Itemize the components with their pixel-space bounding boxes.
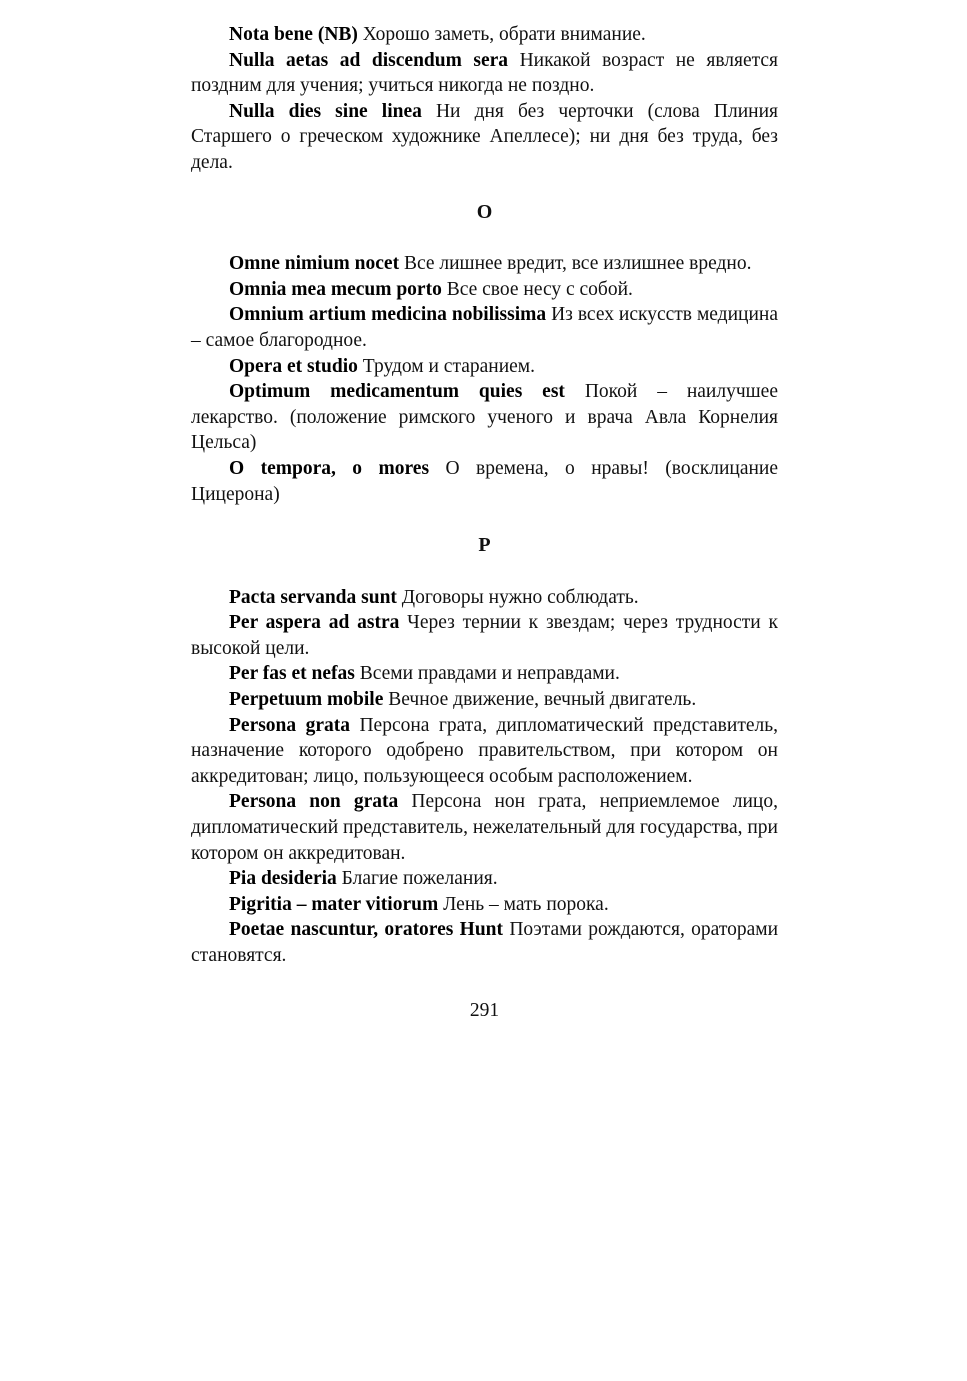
dictionary-entry	[191, 661, 778, 687]
entry-definition: Все свое несу с собой.	[446, 278, 633, 300]
entry-term: Opera et studio	[229, 355, 358, 377]
dictionary-entry	[191, 713, 778, 790]
dictionary-entry	[191, 302, 778, 353]
dictionary-entry	[191, 892, 778, 918]
entry-term: Nulla aetas ad discendum sera	[229, 49, 509, 71]
section-p	[191, 585, 778, 969]
dictionary-entry	[191, 99, 778, 176]
entry-term: Omnium artium medicina nobilissima	[229, 304, 547, 326]
entry-definition: Поэтами рождаются, ораторами становятся.	[191, 919, 779, 966]
entry-term: Poetae nascuntur, oratores Hunt	[229, 919, 504, 941]
dictionary-entry	[191, 789, 778, 866]
dictionary-entry	[191, 456, 778, 507]
dictionary-entry	[191, 379, 778, 456]
dictionary-entry	[191, 866, 778, 892]
dictionary-entry	[191, 354, 778, 380]
entry-term: Omne nimium nocet	[229, 253, 400, 275]
entry-definition: Лень – мать порока.	[443, 893, 609, 915]
entry-term: Per aspera ad astra	[229, 612, 400, 634]
entry-term: Pigritia – mater vitiorum	[229, 893, 439, 915]
entry-definition: Из всех искусств медицина – самое благородное.	[191, 304, 778, 351]
entry-term: O tempora, o mores	[229, 457, 430, 479]
dictionary-entry	[191, 48, 778, 99]
entry-term: Perpetuum mobile	[229, 689, 384, 711]
dictionary-entry	[191, 22, 778, 48]
entry-term: Nota bene (NB)	[229, 24, 358, 45]
entry-definition: Всеми правдами и неправдами.	[359, 663, 620, 685]
entry-definition: Никакой возраст не является поздним для учения; учиться никогда не поздно.	[191, 49, 779, 97]
entry-definition: Персона нон грата, неприемлемое лицо, дипломатический представитель, нежелательный для государства, при котором он аккредитован.	[191, 791, 778, 864]
entry-definition: Через тернии к звездам; через трудности к высокой цели.	[191, 612, 778, 659]
entry-definition: Ни дня без черточки (слова Плиния Старшего о греческом художнике Апеллесе); ни дня без труда, без дела.	[191, 100, 778, 173]
entry-definition: Персона грата, дипломатический представитель, назначение которого одобрено правительством, при котором он аккредитован; лицо, пользующееся особым расположением.	[191, 714, 779, 787]
dictionary-entry	[191, 610, 778, 661]
entry-definition: Вечное движение, вечный двигатель.	[388, 689, 697, 711]
entry-definition: Трудом и старанием.	[362, 355, 536, 377]
entry-term: Nulla dies sine linea	[229, 100, 422, 122]
entry-definition: Покой – наилучшее лекарство. (положение римского ученого и врача Авла Корнелия Цельса)	[191, 381, 778, 454]
page-number: 291	[469, 999, 500, 1021]
dictionary-entry	[191, 687, 778, 713]
entry-definition: Договоры нужно соблюдать.	[401, 586, 639, 608]
entry-term: Optimum medicamentum quies est	[229, 381, 565, 403]
section-letter-p: P	[478, 534, 491, 557]
entry-term: Omnia mea mecum porto	[229, 278, 442, 300]
dictionary-entry	[191, 585, 778, 611]
section-letter-o: O	[476, 200, 493, 223]
dictionary-entry	[191, 277, 778, 303]
entry-definition: О времена, о нравы! (восклицание Цицерона)	[191, 457, 778, 505]
dictionary-entry	[191, 251, 778, 277]
entry-term: Per fas et nefas	[229, 663, 355, 685]
book-page	[191, 22, 778, 1043]
entry-term: Pacta servanda sunt	[229, 586, 397, 608]
entry-term: Persona grata	[229, 714, 350, 736]
entry-definition: Все лишнее вредит, все излишнее вредно.	[403, 253, 752, 275]
entry-term: Persona non grata	[229, 791, 399, 813]
dictionary-entry	[191, 917, 778, 968]
entry-definition: Благие пожелания.	[341, 868, 498, 890]
entry-definition: Хорошо заметь, обрати внимание.	[362, 24, 646, 45]
entry-term: Pia desideria	[229, 868, 337, 890]
section-n	[191, 22, 778, 176]
section-o	[191, 251, 778, 507]
